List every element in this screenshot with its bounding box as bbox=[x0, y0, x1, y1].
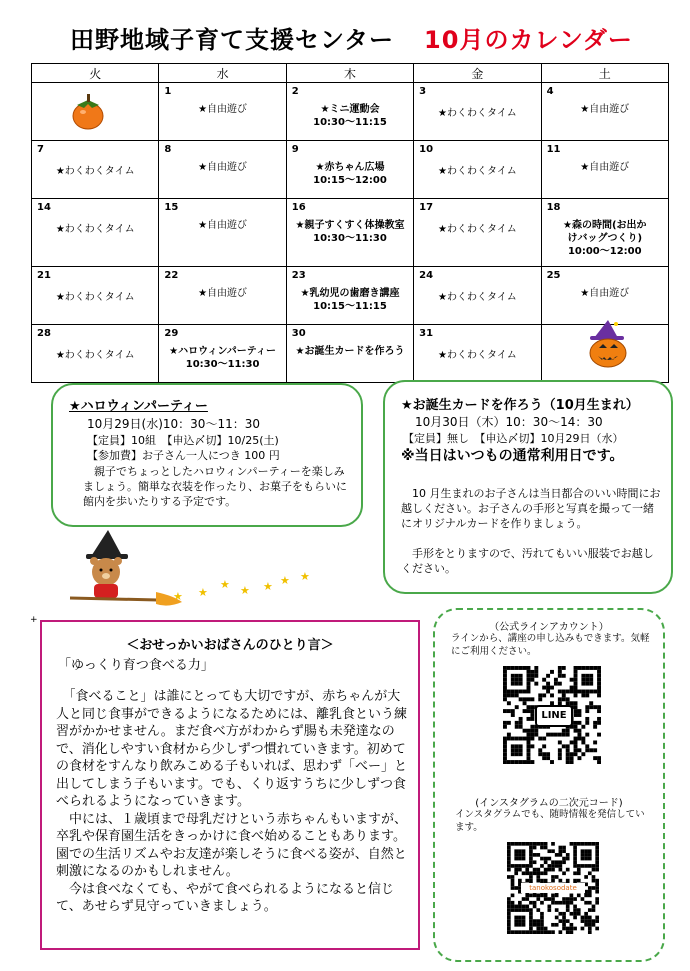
day-number: 7 bbox=[37, 144, 44, 155]
column-heading: ＜おせっかいおばさんのひとり言＞ bbox=[126, 638, 334, 653]
day-number: 11 bbox=[546, 144, 561, 155]
weekday-2: 木 bbox=[286, 64, 413, 83]
calendar-week-row bbox=[32, 141, 669, 199]
day-number: 15 bbox=[164, 202, 179, 213]
halloween-datetime: 10月29日(水)10：30～11：30 bbox=[87, 417, 260, 431]
persimmon-icon bbox=[67, 92, 109, 132]
calendar-day-cell bbox=[414, 141, 541, 199]
day-number: 29 bbox=[164, 328, 179, 339]
calendar-day-cell bbox=[414, 83, 541, 141]
day-event: ★自由遊び bbox=[198, 104, 248, 115]
column-body bbox=[56, 688, 408, 916]
birthday-datetime: 10月30日（木）10：30～14：30 bbox=[415, 415, 603, 429]
witch-bear-illustration bbox=[68, 528, 318, 608]
day-event: ★自由遊び bbox=[198, 220, 248, 231]
column-paragraph-3: 今は食べなくても、やがて食べられるようになると信じて、あせらず見守っていきましょう。 bbox=[56, 881, 395, 914]
halloween-fee: 【参加費】お子さん一人につき 100 円 bbox=[87, 449, 280, 462]
svg-text:★: ★ bbox=[280, 574, 290, 587]
calendar-day-cell bbox=[286, 325, 413, 383]
svg-text:★: ★ bbox=[300, 570, 310, 583]
weekday-header-row bbox=[32, 64, 669, 83]
calendar-day-cell bbox=[159, 325, 286, 383]
day-number: 31 bbox=[419, 328, 434, 339]
calendar-day-cell bbox=[541, 141, 668, 199]
day-event: ★わくわくタイム bbox=[55, 224, 135, 235]
day-event: ★赤ちゃん広場 10:15～12:00 bbox=[313, 162, 387, 186]
calendar-day-cell bbox=[32, 325, 159, 383]
sns-box bbox=[433, 608, 665, 962]
calendar-day-cell bbox=[32, 199, 159, 267]
column-paragraph-2: 中には、１歳頃まで母乳だけという赤ちゃんもいますが、卒乳や保育園生活をきっかけに食べ始めることもあります。園での生活リズムやお友達が楽しそうに食べる姿が、自然と刺激になるのかもしれません。 bbox=[56, 811, 408, 879]
instagram-title: (インスタグラムの二次元コード) bbox=[475, 798, 623, 809]
day-number: 18 bbox=[546, 202, 561, 213]
calendar-day-cell bbox=[414, 325, 541, 383]
svg-text:★: ★ bbox=[173, 590, 183, 603]
line-qr-code[interactable] bbox=[503, 666, 601, 764]
calendar-day-cell bbox=[541, 83, 668, 141]
instagram-qr-code[interactable] bbox=[507, 842, 599, 934]
line-logo: LINE bbox=[535, 705, 573, 727]
day-event: ★わくわくタイム bbox=[437, 108, 517, 119]
day-event: ★わくわくタイム bbox=[437, 166, 517, 177]
day-number: 14 bbox=[37, 202, 51, 213]
day-event: ★自由遊び bbox=[198, 162, 248, 173]
day-event: ★わくわくタイム bbox=[55, 292, 135, 303]
birthday-card-box bbox=[383, 380, 673, 594]
birthday-title: ★お誕生カードを作ろう（10月生まれ） bbox=[401, 398, 639, 413]
calendar-title: 10月のカレンダー bbox=[424, 26, 633, 54]
calendar-day-cell bbox=[159, 267, 286, 325]
day-number: 22 bbox=[164, 270, 179, 281]
day-number: 8 bbox=[164, 144, 172, 155]
day-number: 28 bbox=[37, 328, 51, 339]
svg-text:★: ★ bbox=[240, 584, 250, 597]
halloween-party-box bbox=[51, 383, 363, 527]
calendar-day-cell bbox=[541, 199, 668, 267]
day-event: ★乳幼児の歯磨き講座 10:15～11:15 bbox=[300, 288, 400, 312]
birthday-notice: ※当日はいつもの通常利用日です。 bbox=[401, 448, 624, 464]
halloween-title: ★ハロウィンパーティー bbox=[69, 399, 208, 414]
calendar-week-row bbox=[32, 325, 669, 383]
calendar-day-cell bbox=[414, 267, 541, 325]
calendar-day-cell bbox=[159, 199, 286, 267]
svg-text:★: ★ bbox=[220, 578, 230, 591]
day-event: ★わくわくタイム bbox=[55, 350, 135, 361]
center-name: 田野地域子育て支援センター bbox=[70, 26, 395, 54]
day-number: 2 bbox=[291, 86, 299, 97]
day-number: 25 bbox=[546, 270, 561, 281]
calendar-day-cell bbox=[32, 141, 159, 199]
day-event: ★自由遊び bbox=[580, 104, 630, 115]
svg-text:★: ★ bbox=[263, 580, 273, 593]
line-account-text: ラインから、講座の申し込みもできます。気軽にご利用ください。 bbox=[451, 633, 650, 657]
day-event: ★わくわくタイム bbox=[55, 166, 135, 177]
halloween-description: 親子でちょっとしたハロウィンパーティーを楽しみましょう。簡単な衣装を作ったり、お菓子をもらいに館内を歩いたりする予定です。 bbox=[83, 465, 347, 508]
calendar-day-cell bbox=[414, 199, 541, 267]
day-event: ★森の時間(お出か けバッグつくり) 10:00～12:00 bbox=[563, 220, 647, 257]
day-number: 3 bbox=[419, 86, 427, 97]
calendar-week-row bbox=[32, 267, 669, 325]
birthday-description: 10 月生まれのお子さんは当日都合のいい時間にお越しください。お子さんの手形と写真を撮って一緒にオリジナルカードを作りましょう。 bbox=[401, 487, 661, 530]
instagram-qr-label: tanokosodate bbox=[521, 883, 585, 893]
line-account-title: （公式ラインアカウント） bbox=[489, 622, 609, 633]
day-number: 24 bbox=[419, 270, 434, 281]
day-number: 23 bbox=[291, 270, 306, 281]
column-paragraph-1: 「食べること」は誰にとっても大切ですが、赤ちゃんが大人と同じ食事ができるようになるためには、離乳食という練習がかかせません。まだ食べ方がわからず腸も未発達なので、消化しやすい食材から少しずつ慣れていきます。初めての食材をすんなり飲みこめる子もいれば、思わず「べー」と出してしまう子もいます。でも、くり返すうちに少しずつ食べられるようになっていきます。 bbox=[56, 689, 408, 809]
day-number: 21 bbox=[37, 270, 51, 281]
day-event: ★わくわくタイム bbox=[437, 292, 517, 303]
day-event: ★お誕生カードを作ろう bbox=[295, 346, 405, 357]
day-number: 1 bbox=[164, 86, 172, 97]
day-number: 10 bbox=[419, 144, 434, 155]
day-number: 9 bbox=[291, 144, 299, 155]
calendar-day-cell bbox=[159, 83, 286, 141]
weekday-4: 土 bbox=[541, 64, 668, 83]
day-event: ★ハロウィンパーティー 10:30～11:30 bbox=[169, 346, 277, 370]
svg-text:★: ★ bbox=[198, 586, 208, 599]
day-event: ★ミニ運動会 10:30～11:15 bbox=[313, 104, 387, 128]
anchor-mark: + bbox=[30, 615, 38, 625]
calendar-day-cell bbox=[159, 141, 286, 199]
birthday-clothing-note: 手形をとりますので、汚れてもいい服装でお越しください。 bbox=[401, 547, 654, 575]
day-number: 17 bbox=[419, 202, 434, 213]
day-event: ★自由遊び bbox=[580, 288, 630, 299]
weekday-0: 火 bbox=[32, 64, 159, 83]
page-title bbox=[70, 20, 633, 55]
instagram-text: インスタグラムでも、随時情報を発信しています。 bbox=[455, 809, 645, 833]
weekday-3: 金 bbox=[414, 64, 541, 83]
day-number: 4 bbox=[546, 86, 554, 97]
calendar-week-row bbox=[32, 83, 669, 141]
calendar-day-cell bbox=[286, 267, 413, 325]
jack-o-lantern-icon bbox=[586, 320, 630, 368]
column-box bbox=[40, 620, 420, 950]
day-number: 30 bbox=[291, 328, 306, 339]
halloween-capacity: 【定員】10組 【申込〆切】10/25(土) bbox=[87, 434, 279, 447]
calendar-day-cell bbox=[286, 141, 413, 199]
calendar-day-cell bbox=[32, 267, 159, 325]
day-event: ★わくわくタイム bbox=[437, 224, 517, 235]
calendar-day-cell bbox=[541, 267, 668, 325]
day-event: ★自由遊び bbox=[580, 162, 630, 173]
calendar-week-row bbox=[32, 199, 669, 267]
calendar-table bbox=[31, 63, 669, 383]
day-event: ★自由遊び bbox=[198, 288, 248, 299]
day-number: 16 bbox=[291, 202, 306, 213]
day-event: ★わくわくタイム bbox=[437, 350, 517, 361]
column-subheading: 「ゆっくり育つ食べる力」 bbox=[58, 658, 214, 673]
birthday-capacity: 【定員】無し 【申込〆切】10月29日（水） bbox=[403, 432, 624, 445]
calendar-day-cell bbox=[286, 199, 413, 267]
calendar-day-cell bbox=[286, 83, 413, 141]
day-event: ★親子すくすく体操教室 10:30～11:30 bbox=[295, 220, 405, 244]
weekday-1: 水 bbox=[159, 64, 286, 83]
